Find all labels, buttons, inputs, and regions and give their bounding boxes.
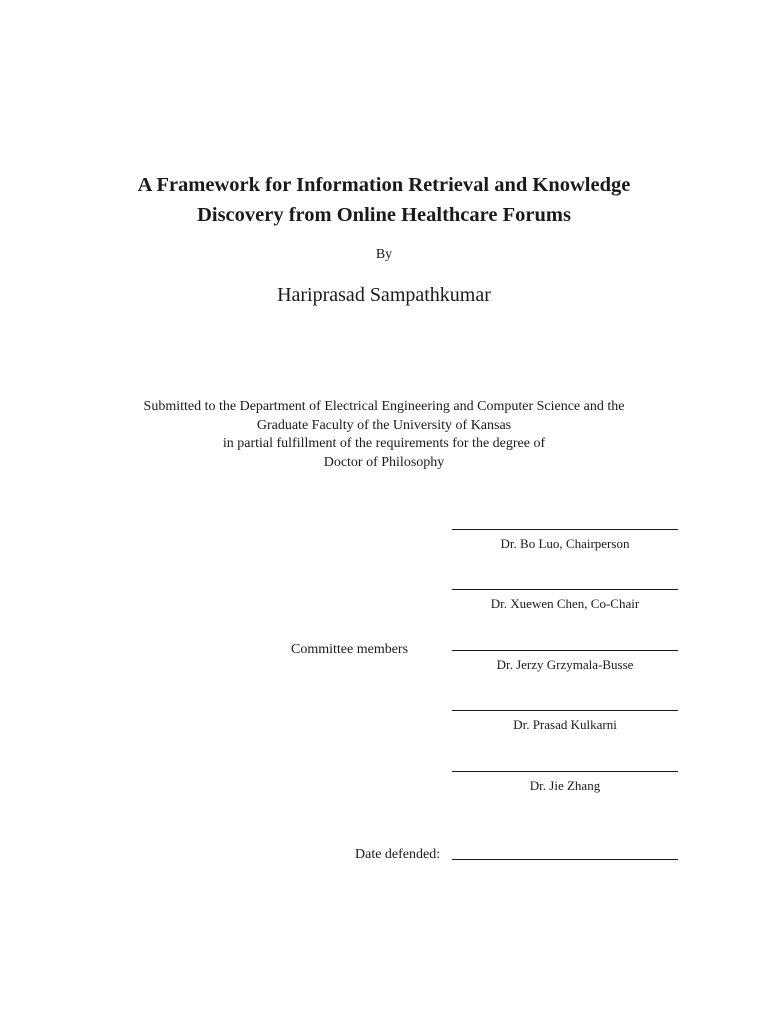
signature-line [452,589,678,590]
submission-statement [0,398,768,472]
committee-member-name: Dr. Jie Zhang [529,778,601,793]
author-name: Hariprasad Sampathkumar [277,284,491,306]
thesis-title [0,170,768,230]
thesis-title-line-2: Discovery from Online Healthcare Forums [197,204,571,226]
submission-line-4: Doctor of Philosophy [323,454,445,470]
signature-line [452,771,678,772]
by-label: By [375,247,393,262]
submission-line-1: Submitted to the Department of Electrical Engineering and Computer Science and the [143,399,625,414]
committee-member-name: Dr. Prasad Kulkarni [513,717,617,732]
signature-block-co-chair [452,589,678,612]
signature-block-chair [452,529,678,552]
date-defended-line [452,859,678,860]
signature-line [452,650,678,651]
signature-block-member-1 [452,650,678,673]
signature-line [452,710,678,711]
committee-member-name: Dr. Jerzy Grzymala-Busse [496,657,634,672]
signature-block-member-2 [452,710,678,733]
committee-member-name: Dr. Bo Luo, Chairperson [500,536,630,551]
submission-line-2: Graduate Faculty of the University of Kansas [256,417,512,433]
committee-members-label: Committee members [291,642,409,657]
thesis-title-line-1: A Framework for Information Retrieval and Knowledge [137,174,631,196]
committee-member-name: Dr. Xuewen Chen, Co-Chair [490,596,640,611]
signature-block-member-3 [452,771,678,794]
signature-line [452,529,678,530]
date-defended-label: Date defended: [355,847,441,862]
submission-line-3: in partial fulfillment of the requirements for the degree of [222,436,546,451]
